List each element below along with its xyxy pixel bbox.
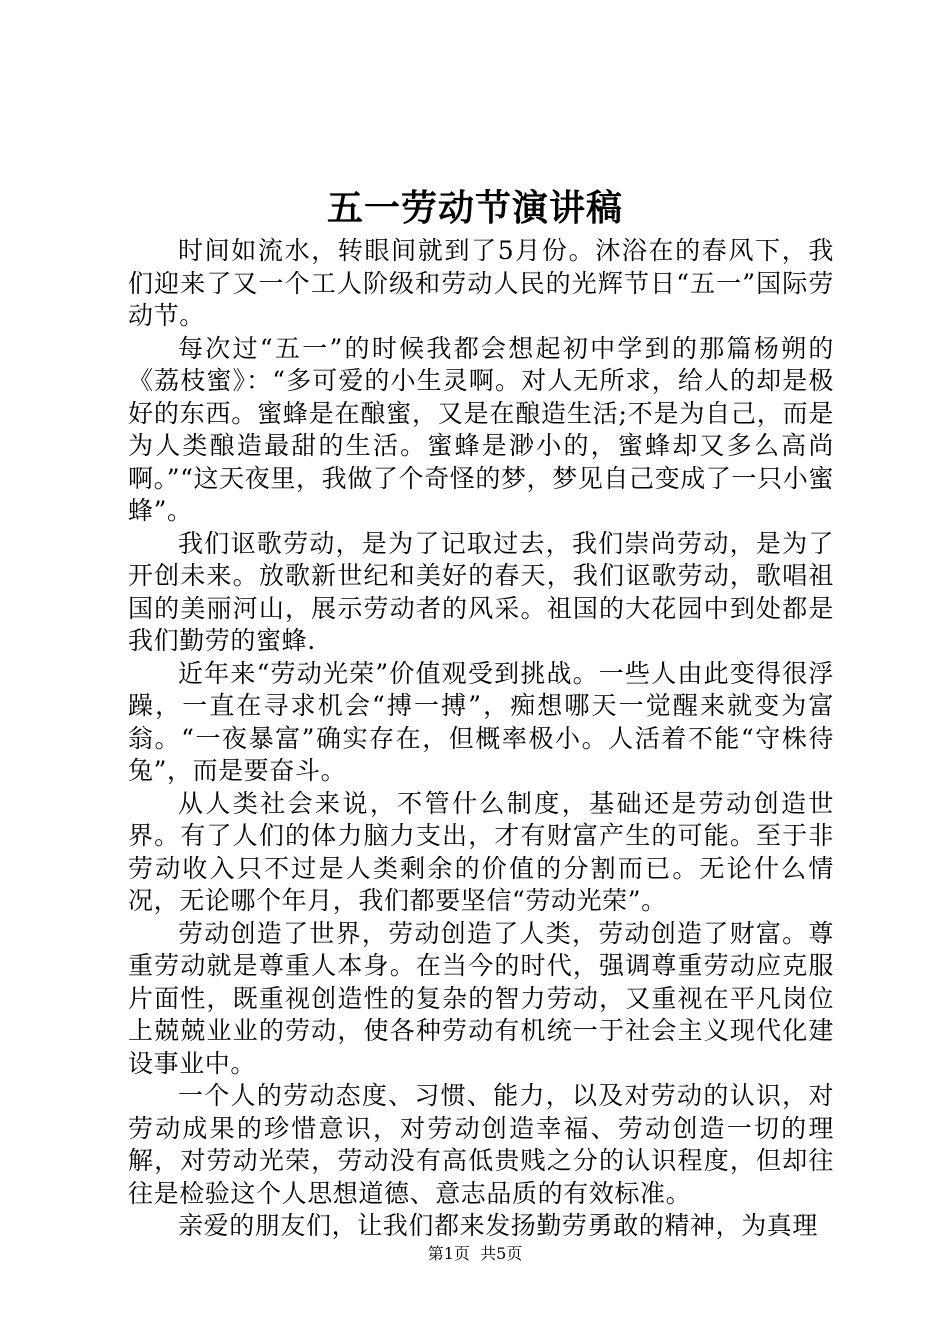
paragraph: 每次过“五一”的时候我都会想起初中学到的那篇杨朔的《荔枝蜜》：“多可爱的小生灵啊。对人无所求，给人的却是极好的东西。蜜蜂是在酿蜜，又是在酿造生活;不是为自己，而是为人类酿造最甜的生活。蜜蜂是渺小的，蜜蜂却又多么高尚啊。”“这天夜里，我做了个奇怪的梦，梦见自己变成了一只小蜜蜂”。 [128, 333, 834, 525]
paragraph: 近年来“劳动光荣”价值观受到挑战。一些人由此变得很浮躁，一直在寻求机会“搏一搏”，痴想哪天一觉醒来就变为富翁。“一夜暴富”确实存在，但概率极小。人活着不能“守株待兔”，而是要奋斗。 [128, 658, 834, 785]
document-title: 五一劳动节演讲稿 [326, 187, 623, 229]
paragraph: 我们讴歌劳动，是为了记取过去，我们崇尚劳动，是为了开创未来。放歌新世纪和美好的春天，我们讴歌劳动，歌唱祖国的美丽河山，展示劳动者的风采。祖国的大花园中到处都是我们勤劳的蜜蜂. [128, 528, 834, 655]
paragraph: 一个人的劳动态度、习惯、能力，以及对劳动的认识，对劳动成果的珍惜意识，对劳动创造幸福、劳动创造一切的理解，对劳动光荣，劳动没有高低贵贱之分的认识程度，但却往往是检验这个人思想道德、意志品质的有效标准。 [128, 1081, 834, 1208]
paragraph: 亲爱的朋友们，让我们都来发扬勤劳勇敢的精神，为真理 [178, 1211, 819, 1240]
document-body [128, 235, 834, 1243]
page-footer [0, 1242, 950, 1266]
paragraph: 劳动创造了世界，劳动创造了人类，劳动创造了财富。尊重劳动就是尊重人本身。在当今的时代，强调尊重劳动应克服片面性，既重视创造性的复杂的智力劳动，又重视在平凡岗位上兢兢业业的劳动，使各种劳动有机统一于社会主义现代化建设事业中。 [128, 918, 834, 1078]
page-number: 第1页 [427, 1244, 470, 1263]
page-total: 共5页 [480, 1244, 523, 1263]
paragraph: 从人类社会来说，不管什么制度，基础还是劳动创造世界。有了人们的体力脑力支出，才有财富产生的可能。至于非劳动收入只不过是人类剩余的价值的分割而已。无论什么情况，无论哪个年月，我们都要坚信“劳动光荣”。 [128, 788, 834, 915]
paragraph: 时间如流水，转眼间就到了5月份。沐浴在的春风下，我们迎来了又一个工人阶级和劳动人民的光辉节日“五一”国际劳动节。 [128, 236, 834, 330]
